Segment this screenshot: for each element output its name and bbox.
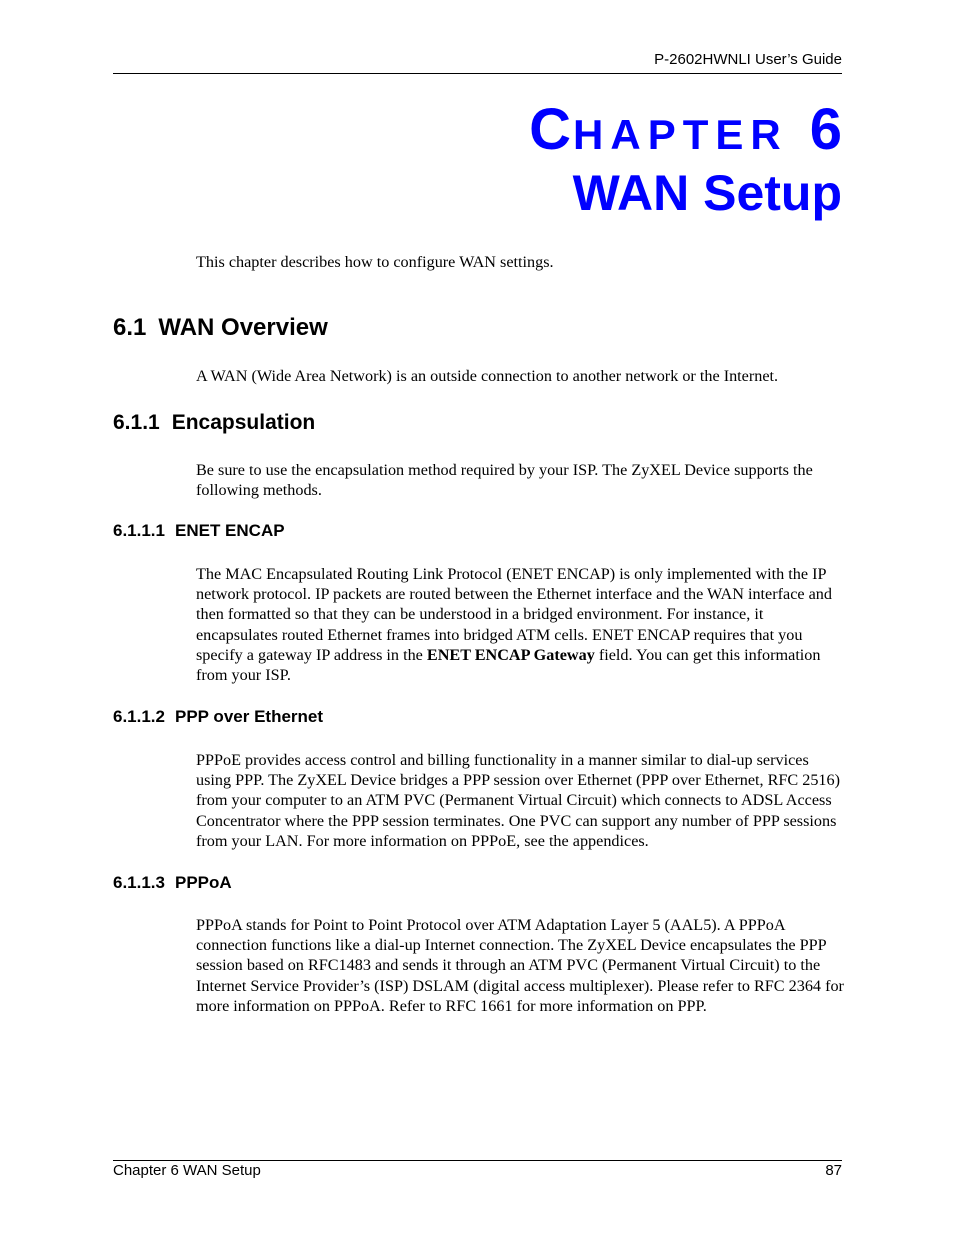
- enet-text-after: field. You can get this information from your ISP.: [196, 645, 821, 685]
- running-header: P-2602HWNLI User’s Guide: [654, 51, 842, 68]
- chapter-word: HAPTER: [573, 111, 788, 158]
- chapter-title: WAN Setup: [572, 165, 842, 221]
- section-heading-6-1-1-1: [113, 521, 285, 541]
- section-number: 6.1.1.3: [113, 873, 165, 892]
- section-heading-6-1-1-2: [113, 707, 323, 727]
- chapter-cap-letter: C: [529, 97, 574, 162]
- section-number: 6.1: [113, 314, 147, 341]
- chapter-heading: [529, 96, 842, 163]
- section-title: Encapsulation: [171, 411, 316, 434]
- wan-overview-paragraph: A WAN (Wide Area Network) is an outside connection to another network or the Internet.: [196, 367, 779, 385]
- intro-paragraph: This chapter describes how to configure WAN settings.: [196, 253, 554, 271]
- section-title: PPPoA: [175, 873, 232, 892]
- page-number: 87: [825, 1162, 842, 1179]
- pppoa-paragraph: PPPoA stands for Point to Point Protocol over ATM Adaptation Layer 5 (AAL5). A PPPoA connection functions like a dial-up Internet connection. The ZyXEL Device encapsulates the PPP session based on RFC1483 and sends it through an ATM PVC (Permanent Virtual Circuit) to the Internet Service Provider’s (ISP) DSLAM (digital access multiplexer). Please refer to RFC 2364 for more information on PPPoA. Refer to RFC 1661 for more information on PPP.: [196, 916, 844, 1015]
- pppoe-paragraph: PPPoE provides access control and billing functionality in a manner similar to dial-up services using PPP. The ZyXEL Device bridges a PPP session over Ethernet (PPP over Ethernet, RFC 2516) from your computer to an ATM PVC (Permanent Virtual Circuit) which connects to ADSL Access Concentrator where the PPP session terminates. One PVC can support any number of PPP sessions from your LAN. For more information on PPPoE, see the appendices.: [196, 751, 841, 850]
- section-number: 6.1.1.1: [113, 521, 165, 540]
- section-title: PPP over Ethernet: [175, 707, 324, 726]
- section-number: 6.1.1: [113, 411, 160, 434]
- section-heading-6-1: [113, 314, 328, 342]
- encapsulation-paragraph: Be sure to use the encapsulation method required by your ISP. The ZyXEL Device supports the following methods.: [196, 461, 813, 500]
- enet-encap-paragraph: [196, 564, 846, 685]
- section-number: 6.1.1.2: [113, 707, 165, 726]
- section-title: WAN Overview: [158, 314, 328, 341]
- footer-chapter-label: Chapter 6 WAN Setup: [113, 1162, 261, 1179]
- chapter-number: 6: [809, 97, 842, 162]
- section-title: ENET ENCAP: [175, 521, 285, 540]
- header-divider: [113, 73, 842, 74]
- section-heading-6-1-1: [113, 411, 315, 435]
- enet-text-before: The MAC Encapsulated Routing Link Protocol (ENET ENCAP) is only implemented with the IP network protocol. IP packets are routed between the Ethernet interface and the WAN interface and then formatted so that they can be understood in a bridged environment. For instance, it encapsulates routed Ethernet frames into bridged ATM cells. ENET ENCAP requires that you specify a gateway IP address in the: [196, 565, 832, 664]
- section-heading-6-1-1-3: [113, 873, 232, 893]
- enet-gateway-field-name: ENET ENCAP Gateway: [426, 645, 595, 664]
- footer-divider: [113, 1160, 842, 1161]
